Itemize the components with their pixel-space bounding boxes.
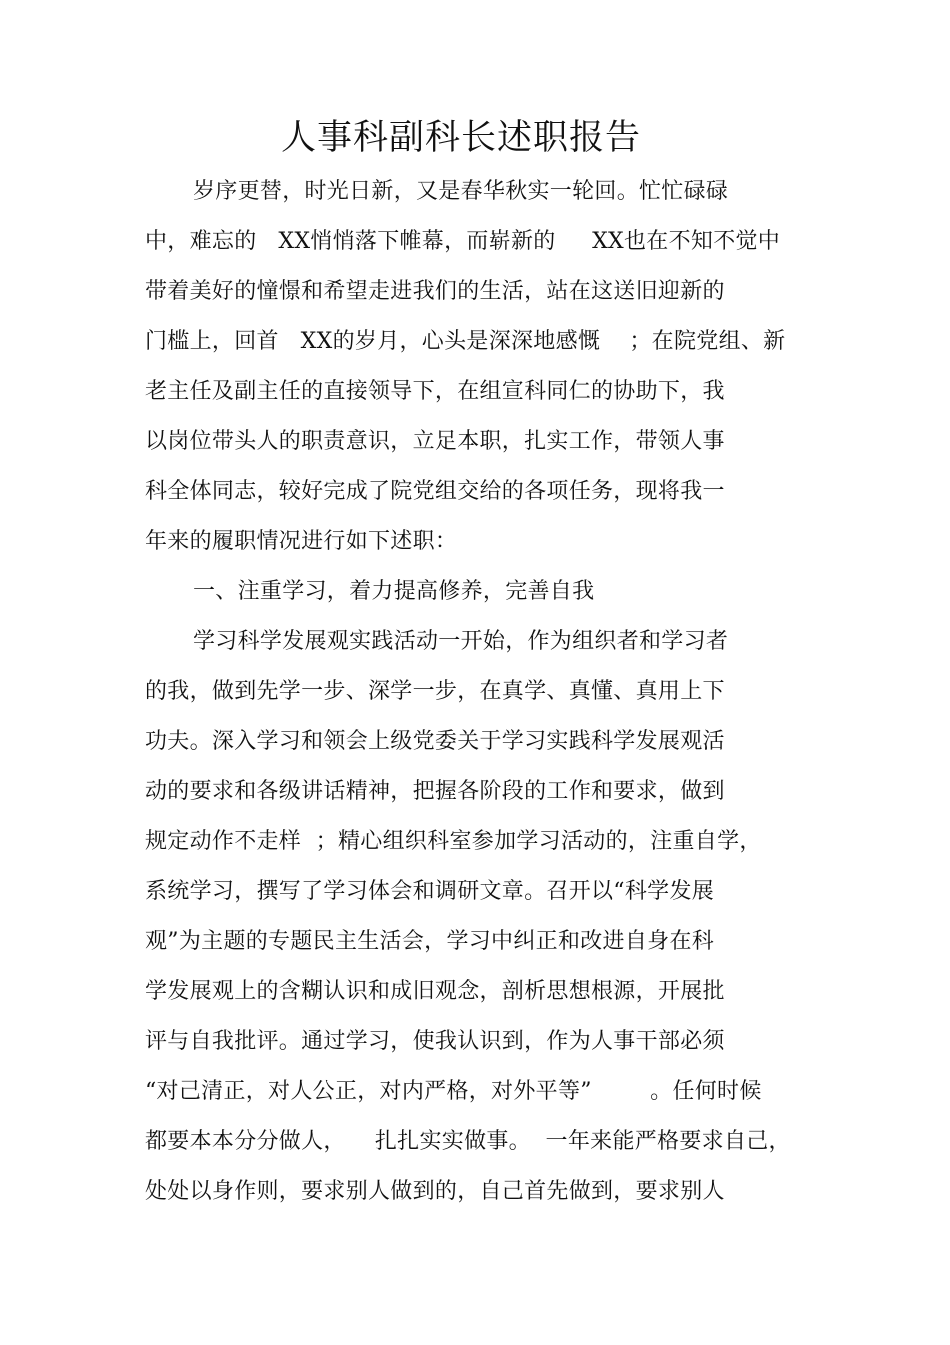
paragraph-line-6: 以岗位带头人的职责意识，立足本职，扎实工作，带领人事 xyxy=(145,429,725,454)
paragraph-line-10: 的我，做到先学一步、深学一步，在真学、真懂、真用上下 xyxy=(145,679,725,704)
paragraph-line-3: 带着美好的憧憬和希望走进我们的生活，站在这送旧迎新的 xyxy=(145,279,725,304)
paragraph-line-11: 功夫。深入学习和领会上级党委关于学习实践科学发展观活 xyxy=(145,729,725,754)
paragraph-line-12: 动的要求和各级讲话精神，把握各阶段的工作和要求，做到 xyxy=(145,779,725,804)
paragraph-line-14: 系统学习，撰写了学习体会和调研文章。召开以“科学发展 xyxy=(145,879,715,904)
paragraph-line-4: 门槛上，回首 XX的岁月，心头是深深地感慨 ；在院党组、新 xyxy=(145,329,786,354)
paragraph-line-19: 都要本本分分做人， 扎扎实实做事。 一年来能严格要求自己， xyxy=(145,1129,791,1154)
paragraph-line-8: 年来的履职情况进行如下述职： xyxy=(145,529,458,554)
paragraph-line-16: 学发展观上的含糊认识和成旧观念，剖析思想根源，开展批 xyxy=(145,979,725,1004)
paragraph-line-13: 规定动作不走样 ；精心组织科室参加学习活动的，注重自学， xyxy=(145,829,762,854)
document-title: 人事科副科长述职报告 xyxy=(280,118,641,158)
paragraph-line-17: 评与自我批评。通过学习，使我认识到，作为人事干部必须 xyxy=(145,1029,725,1054)
paragraph-line-1: 岁序更替，时光日新，又是春华秋实一轮回。忙忙碌碌 xyxy=(193,179,729,204)
paragraph-line-7: 科全体同志，较好完成了院党组交给的各项任务，现将我一 xyxy=(145,479,725,504)
paragraph-line-18: “对己清正，对人公正，对内严格，对外平等” 。任何时候 xyxy=(145,1079,762,1104)
paragraph-line-20: 处处以身作则，要求别人做到的，自己首先做到，要求别人 xyxy=(145,1179,725,1204)
paragraph-line-5: 老主任及副主任的直接领导下，在组宣科同仁的协助下，我 xyxy=(145,379,725,404)
section-heading-1: 一、注重学习，着力提高修养，完善自我 xyxy=(193,579,595,604)
paragraph-line-9: 学习科学发展观实践活动一开始，作为组织者和学习者 xyxy=(193,629,729,654)
paragraph-line-15: 观”为主题的专题民主生活会，学习中纠正和改进自身在科 xyxy=(145,929,715,954)
paragraph-line-2: 中，难忘的 XX悄悄落下帷幕，而崭新的 XX也在不知不觉中 xyxy=(145,229,781,254)
